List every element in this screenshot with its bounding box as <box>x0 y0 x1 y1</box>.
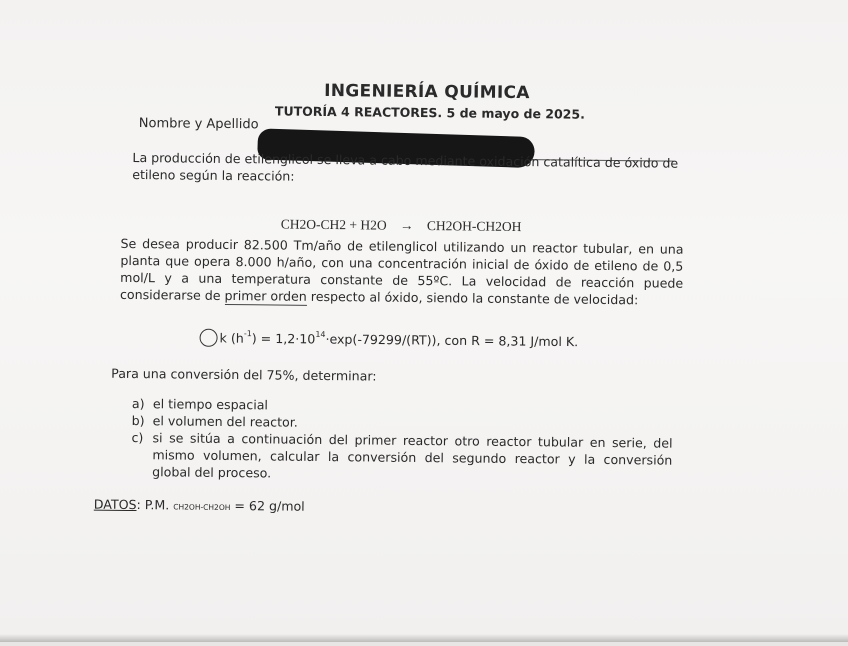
document-title: INGENIERÍA QUÍMICA <box>324 80 530 104</box>
formula-text: ) = 1,2·10 <box>251 330 316 347</box>
data-text: = 62 g/mol <box>230 498 305 514</box>
question-marker: a) <box>131 395 145 412</box>
reaction-arrow: → <box>399 217 414 233</box>
underlined-first-order: primer orden <box>224 287 307 304</box>
question-text <box>152 429 673 485</box>
statement-text: considerarse de <box>119 286 225 303</box>
data-species: CH2OH-CH2OH <box>173 502 231 513</box>
question-marker: c) <box>131 429 144 446</box>
statement-paragraph <box>120 235 684 309</box>
question-line: si se sitúa a continuación del primer reactor otro reactor tubular en serie, del <box>152 430 673 451</box>
statement-line: Se desea producir 82.500 Tm/año de etilenglicol utilizando un reactor tubular, en una <box>120 235 684 257</box>
formula-exponent: -1 <box>243 329 252 339</box>
question-line: global del proceso. <box>152 464 272 481</box>
scan-edge-shadow <box>0 634 848 642</box>
data-section <box>94 497 305 514</box>
intro-paragraph <box>132 149 688 189</box>
formula-exponent: 14 <box>315 330 326 340</box>
name-field-label: Nombre y Apellido <box>138 116 259 133</box>
reaction-equation <box>281 217 522 236</box>
question-line: el volumen del reactor. <box>152 413 298 430</box>
statement-text: respecto al óxido, siendo la constante de velocidad: <box>306 288 639 308</box>
reaction-product: CH2OH-CH2OH <box>426 218 522 235</box>
data-text: : P.M. <box>136 497 174 513</box>
document-subtitle: TUTORÍA 4 REACTORES. 5 de mayo de 2025. <box>274 103 585 122</box>
question-list <box>131 395 673 486</box>
statement-line: mol/L y a una temperatura constante de 55ºC. La velocidad de reacción puede <box>120 269 684 291</box>
handwritten-circle-mark <box>199 329 217 347</box>
reaction-reactants: CH2O-CH2 + H2O <box>280 216 387 233</box>
intro-line: etileno según la reacción: <box>132 166 295 184</box>
formula-text: ·exp(-79299/(RT)), con R = 8,31 J/mol K. <box>325 331 579 350</box>
question-line: el tiempo espacial <box>152 396 269 413</box>
question-item <box>131 429 673 486</box>
rate-constant-formula <box>199 330 578 352</box>
data-label: DATOS <box>93 496 137 513</box>
rate-constant-symbol: k <box>219 330 227 346</box>
statement-line: planta que opera 8.000 h/año, con una concentración inicial de óxido de etileno de 0,5 <box>120 252 684 274</box>
question-marker: b) <box>131 412 145 429</box>
intro-line: La producción de etilenglicol se lleva a cabo mediante oxidación catalítica de óxido de <box>132 149 679 171</box>
question-line: mismo volumen, calcular la conversión del segundo reactor y la conversión <box>152 447 673 468</box>
formula-text: (h <box>226 330 244 346</box>
conversion-intro: Para una conversión del 75%, determinar: <box>111 365 377 384</box>
